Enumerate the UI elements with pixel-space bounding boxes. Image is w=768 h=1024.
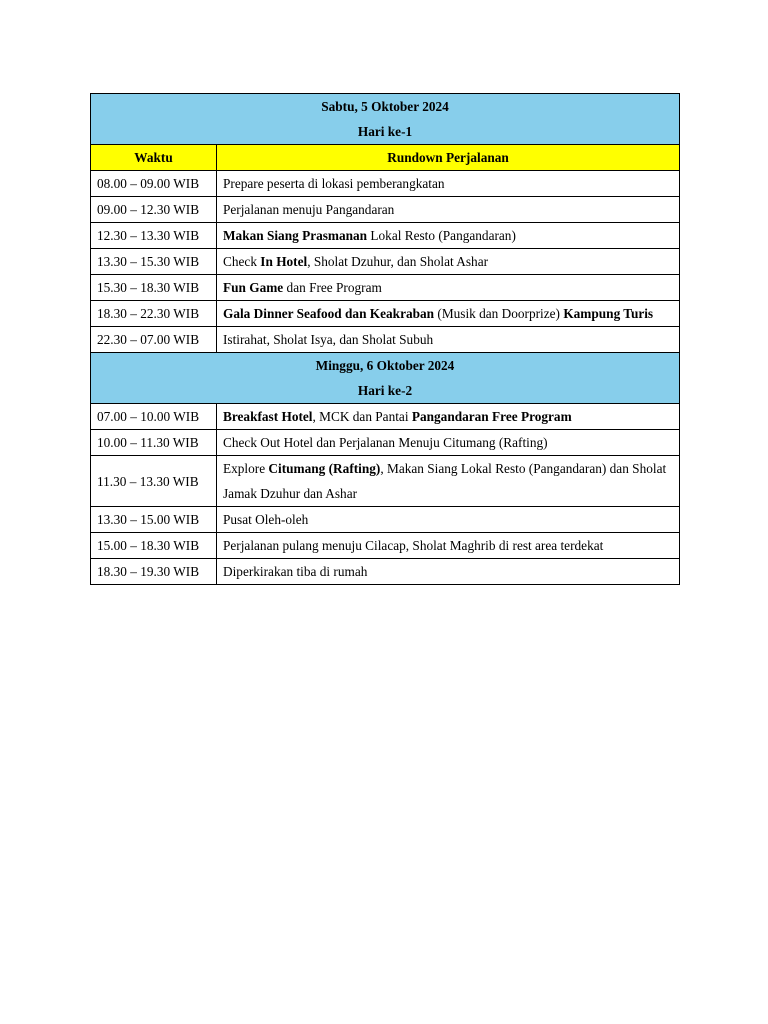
activity-text: Explore bbox=[223, 461, 269, 476]
activity-text: Diperkirakan tiba di rumah bbox=[223, 564, 368, 579]
time-cell: 18.30 – 19.30 WIB bbox=[91, 559, 217, 585]
column-header-row bbox=[91, 145, 680, 171]
activity-text: dan Free Program bbox=[283, 280, 382, 295]
activity-text: , Makan Siang Lokal Resto (Pangandaran) dan Sholat Jamak Dzuhur dan Ashar bbox=[223, 461, 667, 501]
day-header-cell bbox=[91, 94, 680, 145]
activity-text-bold: Citumang (Rafting) bbox=[268, 461, 381, 476]
activity-text-bold: Breakfast Hotel bbox=[223, 409, 313, 424]
table-row bbox=[91, 197, 680, 223]
rundown-table bbox=[90, 93, 680, 585]
activity-text-bold: In Hotel bbox=[260, 254, 308, 269]
activity-cell bbox=[217, 275, 680, 301]
activity-cell bbox=[217, 301, 680, 327]
activity-cell bbox=[217, 171, 680, 197]
activity-cell bbox=[217, 456, 680, 507]
activity-text: , MCK dan Pantai bbox=[312, 409, 412, 424]
table-row bbox=[91, 456, 680, 507]
day-header-row bbox=[91, 94, 680, 145]
day-label: Hari ke-1 bbox=[357, 124, 413, 139]
column-header-activity: Rundown Perjalanan bbox=[217, 145, 680, 171]
activity-text-bold: Pangandaran Free Program bbox=[411, 409, 572, 424]
table-row bbox=[91, 507, 680, 533]
activity-text: Istirahat, Sholat Isya, dan Sholat Subuh bbox=[223, 332, 434, 347]
activity-cell bbox=[217, 559, 680, 585]
activity-text: , Sholat Dzuhur, dan Sholat Ashar bbox=[307, 254, 489, 269]
table-row bbox=[91, 327, 680, 353]
time-cell: 11.30 – 13.30 WIB bbox=[91, 456, 217, 507]
rundown-table-body bbox=[91, 94, 680, 585]
time-cell: 15.30 – 18.30 WIB bbox=[91, 275, 217, 301]
activity-cell bbox=[217, 533, 680, 559]
table-row bbox=[91, 404, 680, 430]
day-header-row bbox=[91, 353, 680, 404]
table-row bbox=[91, 171, 680, 197]
table-row bbox=[91, 223, 680, 249]
activity-cell bbox=[217, 507, 680, 533]
activity-text-bold: Kampung Turis bbox=[563, 306, 654, 321]
time-cell: 15.00 – 18.30 WIB bbox=[91, 533, 217, 559]
table-row bbox=[91, 249, 680, 275]
activity-cell bbox=[217, 223, 680, 249]
activity-text: Perjalanan menuju Pangandaran bbox=[223, 202, 395, 217]
activity-text-bold: Makan Siang Prasmanan bbox=[223, 228, 368, 243]
time-cell: 13.30 – 15.00 WIB bbox=[91, 507, 217, 533]
day-label: Hari ke-2 bbox=[357, 383, 413, 398]
table-row bbox=[91, 275, 680, 301]
activity-text: Lokal Resto (Pangandaran) bbox=[367, 228, 516, 243]
activity-cell bbox=[217, 197, 680, 223]
activity-cell bbox=[217, 327, 680, 353]
activity-text: Pusat Oleh-oleh bbox=[223, 512, 309, 527]
time-cell: 07.00 – 10.00 WIB bbox=[91, 404, 217, 430]
activity-text: (Musik dan Doorprize) bbox=[434, 306, 564, 321]
time-cell: 09.00 – 12.30 WIB bbox=[91, 197, 217, 223]
activity-text: Perjalanan pulang menuju Cilacap, Sholat Maghrib di rest area terdekat bbox=[223, 538, 604, 553]
time-cell: 13.30 – 15.30 WIB bbox=[91, 249, 217, 275]
time-cell: 22.30 – 07.00 WIB bbox=[91, 327, 217, 353]
day-date: Sabtu, 5 Oktober 2024 bbox=[321, 99, 449, 114]
table-row bbox=[91, 533, 680, 559]
day-date: Minggu, 6 Oktober 2024 bbox=[315, 358, 455, 373]
time-cell: 12.30 – 13.30 WIB bbox=[91, 223, 217, 249]
activity-cell bbox=[217, 249, 680, 275]
activity-cell bbox=[217, 430, 680, 456]
activity-text: Check bbox=[223, 254, 261, 269]
time-cell: 18.30 – 22.30 WIB bbox=[91, 301, 217, 327]
table-row bbox=[91, 430, 680, 456]
table-row bbox=[91, 559, 680, 585]
table-row bbox=[91, 301, 680, 327]
activity-cell bbox=[217, 404, 680, 430]
activity-text-bold: Fun Game bbox=[223, 280, 284, 295]
column-header-time: Waktu bbox=[91, 145, 217, 171]
time-cell: 10.00 – 11.30 WIB bbox=[91, 430, 217, 456]
activity-text: Prepare peserta di lokasi pemberangkatan bbox=[223, 176, 445, 191]
activity-text-bold: Gala Dinner Seafood dan Keakraban bbox=[223, 306, 435, 321]
day-header-cell bbox=[91, 353, 680, 404]
activity-text: Check Out Hotel dan Perjalanan Menuju Citumang (Rafting) bbox=[223, 435, 548, 450]
time-cell: 08.00 – 09.00 WIB bbox=[91, 171, 217, 197]
